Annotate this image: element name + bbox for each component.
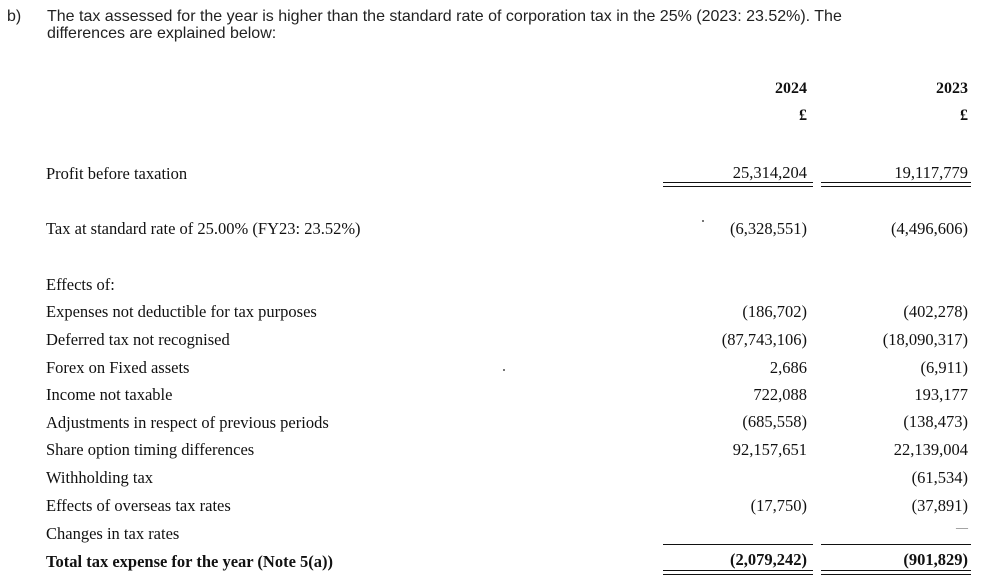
underline-2024-profit	[663, 182, 813, 183]
row-label-changes: Changes in tax rates	[46, 524, 180, 543]
value-2024-total: (2,079,242)	[730, 550, 807, 569]
value-2024-overseas: (17,750)	[750, 496, 807, 515]
value-2024-income: 722,088	[753, 385, 807, 404]
scan-speck	[702, 220, 704, 222]
value-2023-adjustments: (138,473)	[903, 412, 968, 431]
row-label-effects-heading: Effects of:	[46, 275, 115, 294]
value-2023-income: 193,177	[914, 385, 968, 404]
row-label-expenses: Expenses not deductible for tax purposes	[46, 302, 317, 321]
value-2024-tax-standard: (6,328,551)	[730, 219, 807, 238]
row-label-forex: Forex on Fixed assets	[46, 358, 190, 377]
value-2023-changes-dash: —	[956, 520, 968, 534]
row-label-deferred: Deferred tax not recognised	[46, 330, 230, 349]
row-label-adjustments: Adjustments in respect of previous periods	[46, 413, 329, 432]
value-2023-share-option: 22,139,004	[893, 440, 968, 459]
row-label-share-option: Share option timing differences	[46, 440, 255, 459]
double-underline-2024-profit	[663, 186, 813, 187]
value-2023-expenses: (402,278)	[903, 302, 968, 321]
row-label-withholding: Withholding tax	[46, 468, 154, 487]
value-2024-share-option: 92,157,651	[732, 440, 807, 459]
value-2024-adjustments: (685,558)	[742, 412, 807, 431]
overline-2024-total	[663, 544, 813, 545]
row-label-profit: Profit before taxation	[46, 164, 188, 183]
value-2023-withholding: (61,534)	[911, 468, 968, 487]
row-label-income: Income not taxable	[46, 385, 173, 404]
double-underline-2023-total	[821, 574, 971, 575]
double-underline-2024-total	[663, 574, 813, 575]
underline-2023-profit	[821, 182, 971, 183]
row-label-overseas: Effects of overseas tax rates	[46, 496, 231, 515]
value-2023-deferred: (18,090,317)	[882, 330, 968, 349]
intro-text: The tax assessed for the year is higher than the standard rate of corporation tax in the 25% (2023: 23.52%). The differences are explained below:	[47, 8, 842, 42]
value-2024-profit: 25,314,204	[732, 163, 807, 182]
scan-speck	[503, 369, 505, 371]
column-header-2024-currency: £	[799, 107, 807, 124]
column-header-2023-year: 2023	[936, 80, 968, 97]
underline-2024-total	[663, 570, 813, 571]
overline-2023-total	[821, 544, 971, 545]
list-marker: b)	[7, 8, 22, 25]
row-label-tax-standard: Tax at standard rate of 25.00% (FY23: 23.52%)	[46, 219, 361, 238]
row-label-total: Total tax expense for the year (Note 5(a))	[46, 552, 334, 571]
value-2024-forex: 2,686	[769, 358, 807, 377]
value-2023-tax-standard: (4,496,606)	[891, 219, 968, 238]
column-header-2024-year: 2024	[775, 80, 807, 97]
column-header-2023-currency: £	[960, 107, 968, 124]
double-underline-2023-profit	[821, 186, 971, 187]
value-2024-expenses: (186,702)	[742, 302, 807, 321]
value-2023-total: (901,829)	[903, 550, 968, 569]
value-2023-forex: (6,911)	[920, 358, 968, 377]
value-2023-overseas: (37,891)	[911, 496, 968, 515]
value-2024-deferred: (87,743,106)	[721, 330, 807, 349]
underline-2023-total	[821, 570, 971, 571]
value-2023-profit: 19,117,779	[894, 163, 968, 182]
